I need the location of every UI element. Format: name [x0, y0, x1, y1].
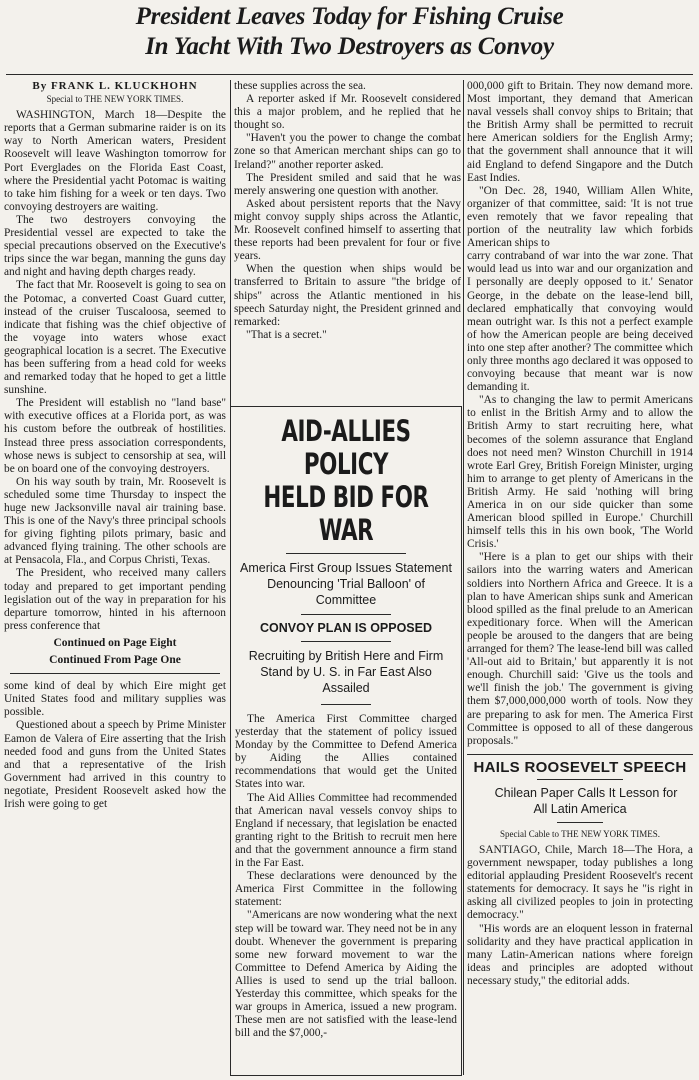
col1-para: The President will establish no "land base" with executive offices at a Florida port, as was his custom before the outbreak of hostilities. Instead three press association correspondents, whose news is subject to censorship at sea, will be on board one of the convoying destroyers.	[4, 397, 226, 475]
box-para: The Aid Allies Committee had recommended that American naval vessels convoy ships to England if necessary, that legislation be enacted granting right to the British to recruit men here and that the government announce a firm stand in the Far East.	[235, 791, 457, 870]
hails-para: SANTIAGO, Chile, March 18—The Hora, a government newspaper, today publishes a long editorial applauding President Roosevelt's recent statements for democracy. It says he "is right in asking all civilized peoples to join in protecting democracy."	[467, 843, 693, 922]
col1-para: WASHINGTON, March 18—Despite the reports that a German submarine raider is on its way to North American waters, President Roosevelt will leave Washington tomorrow for Port Everglades on the Florida East Coast, where the Presidential yacht Potomac is waiting to take him fishing for a week or ten days. Two convoying destroyers are waiting.	[4, 109, 226, 213]
hails-top-rule	[467, 754, 693, 755]
headline-line-1: President Leaves Today for Fishing Cruise	[135, 3, 564, 30]
col3-para: "On Dec. 28, 1940, William Allen White, organizer of that committee, said: 'It is not true even remotely that we favor repealing that portion of the neutrality law which forbids American ships to	[467, 184, 693, 250]
box-headline-1: AID-ALLIES POLICY	[281, 414, 411, 481]
col2-para: A reporter asked if Mr. Roosevelt considered this a major problem, and he replied that he thought so.	[234, 93, 461, 132]
box-para: These declarations were denounced by the America First Committee in the following statement:	[235, 870, 457, 909]
headline-line-2: In Yacht With Two Destroyers as Convoy	[145, 33, 554, 60]
jump-continued-on: Continued on Page Eight	[53, 636, 177, 649]
box-rule	[321, 704, 371, 705]
main-headline	[0, 2, 699, 62]
col1-para: On his way south by train, Mr. Roosevelt is scheduled some time Thursday to inspect the huge new Jacksonville naval air training base. This is one of the Navy's three principal schools for giving fighting pilots primary, basic and advanced flying training. The other schools are at Pensacola, Fla., and Corpus Christi, Texas.	[4, 475, 226, 567]
hails-headline: HAILS ROOSEVELT SPEECH	[473, 758, 687, 776]
box-rule	[301, 641, 391, 642]
hails-para: "His words are an eloquent lesson in fraternal solidarity and they have practical application in many Latin-American nations where foreign ideas and principles are adopted without necessary study," the editorial adds.	[467, 922, 693, 987]
box-headline-2: HELD BID FOR WAR	[263, 480, 429, 547]
col2-para: Asked about persistent reports that the Navy might convoy supply ships across the Atlantic, Mr. Roosevelt confined himself to asserting that these reports had been prevalent for four or five years.	[234, 197, 461, 263]
col2-para: When the question when ships would be transferred to Britain to assure "the bridge of ships" across the Atlantic mentioned in his speech Saturday night, the President grinned and remarked:	[234, 263, 461, 328]
hails-rule	[557, 822, 603, 823]
col1b-para: Questioned about a speech by Prime Minister Eamon de Valera of Eire asserting that the Irish needed food and guns from the United States and that a representative of the Irish Government had arrived in this country to negotiate, President Roosevelt asked how the Irish were going to get	[4, 719, 226, 810]
special-credit: Special to THE NEW YORK TIMES.	[46, 94, 184, 105]
column-3	[467, 80, 693, 988]
col3b-para: "Here is a plan to get our ships with their sailors into the warring waters and American soldiers into Northern Africa and Greece. It is a plan to have American ships sunk and American blood spilled as the final prelude to an American expeditionary force. When will the American people be aroused to the dangers that are being arranged for them? The lease-lend bill was called 'All-out aid to Britain,' but apparently it is not enough. Churchill said: 'Give us the tools and we'll finish the job.' The government is giving them $7,000,000,000 worth of tools. Now they are preparing to ask for men. The America First Committee is opposed to all of these dangerous proposals."	[467, 551, 693, 747]
col3-para: 000,000 gift to Britain. They now demand more. Most important, they demand that American naval vessels shall convoy ships to Britain; that the British Army shall be permitted to recruit here American soldiers for the English Army; that the government shall announce that it will aid England to defend Singapore and the Dutch East Indies.	[467, 80, 693, 184]
col2-para: "That is a secret."	[246, 328, 327, 341]
box-para: "Americans are now wondering what the next step will be toward war. They need not be in any doubt. Whenever the government is preparing some new forward movement to war the Committee to Defend America by Aiding the Allies is used to send up the trial balloon. Yesterday this committee, which speaks for the war groups in America, issued a new program. These men are not satisfied with the lease-lend bill and the $7,000,-	[235, 909, 457, 1040]
aid-allies-box	[230, 406, 462, 1076]
column-1	[4, 80, 226, 811]
hails-deck: Chilean Paper Calls It Lesson for All Latin America	[494, 785, 678, 816]
col2-para: "Haven't you the power to change the combat zone so that American merchant ships can go to Ireland?" another reporter asked.	[234, 132, 461, 171]
box-rule	[301, 614, 391, 615]
box-deck-1: America First Group Issues Statement Denouncing 'Trial Balloon' of Committee	[240, 561, 452, 607]
col1-para: The President, who received many callers today and prepared to get important pending legislation out of the way in preparation for his departure tomorrow, hinted in his afternoon press conference that	[4, 567, 226, 632]
box-deck-2: CONVOY PLAN IS OPPOSED	[259, 621, 433, 635]
box-deck-3: Recruiting by British Here and Firm Stand by U. S. in Far East Also Assailed	[248, 649, 444, 695]
byline: By FRANK L. KLUCKHOHN	[32, 80, 198, 92]
col2-para: these supplies across the sea.	[234, 80, 366, 92]
jump-continued-from: Continued From Page One	[49, 654, 181, 667]
headline-rule	[6, 74, 693, 75]
column-2-top	[234, 80, 461, 342]
hails-rule	[537, 779, 623, 780]
col1b-para: some kind of deal by which Eire might get United States food and military supplies was possible.	[4, 680, 226, 719]
box-para: The America First Committee charged yesterday that the statement of policy issued Monday by the Committee to Defend America by Aiding the Allies contained recommendations that would get the United States into war.	[235, 713, 457, 791]
column-rule-2	[463, 80, 464, 1075]
col1-para: The fact that Mr. Roosevelt is going to sea on the Potomac, a converted Coast Guard cutter, instead of the cruiser Tuscaloosa, seemed to indicate that fishing was the chief objective of the voyage into waters whose exact geographical location is a secret. The Executive has been suffering from a head cold for weeks and remarked today that he hoped to get a little sunshine.	[4, 279, 226, 397]
jump-rule	[10, 673, 220, 674]
box-rule	[286, 553, 406, 554]
box-body	[231, 713, 461, 1040]
col3b-para: "As to changing the law to permit Americans to enlist in the British Army and to allow the British Army to start recruiting here, what becomes of the solemn assurance that England does not need men? Winston Churchill in 1914 wrote Earl Grey, British Foreign Minister, urging him to arrange to get plenty of Americans in the British Army. He said 'nothing will bring America in on our side quicker than some American blood spilled in Europe.' Churchill himself tells this in his own book, 'The World Crisis.'	[467, 394, 693, 551]
hails-special-credit: Special Cable to THE NEW YORK TIMES.	[500, 828, 660, 839]
col2-para: The President smiled and said that he was merely answering one question with another.	[234, 171, 461, 197]
col1-para: The two destroyers convoying the Presidential vessel are expected to take the special precautions observed on the Executive's trips since the war began, manning the guns day and night and having depth charges ready.	[4, 213, 226, 279]
col3b-para: carry contraband of war into the war zone. That would lead us into war and our organization and I personally are deeply opposed to it.' Senator George, in the debate on the lease-lend bill, declared emphatically that convoying would mean outright war. Is this not a perfect example of how the American people are being deceived into one step after another? The committee which only three months ago declared it was opposed to convoying because that meant war is now demanding it.	[467, 250, 693, 394]
